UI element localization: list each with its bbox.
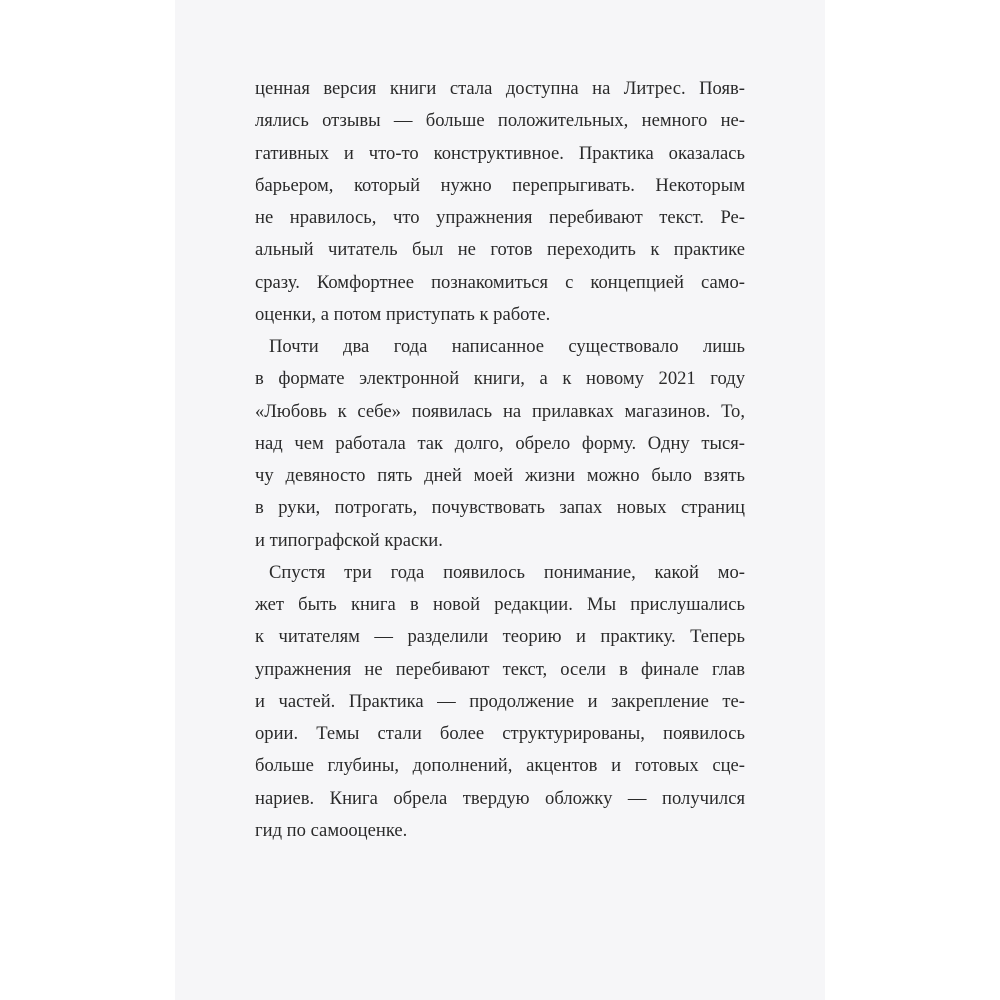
text-line: в руки, потрогать, почувствовать запах новых страниц <box>255 497 745 519</box>
book-page <box>175 0 825 1000</box>
paragraph <box>255 331 745 557</box>
text-line: оценки, а потом приступать к работе. <box>255 303 551 325</box>
text-line: Почти два года написанное существовало лишь <box>269 336 745 357</box>
text-line: гид по самооценке. <box>255 819 408 841</box>
text-line: сразу. Комфортнее познакомиться с концепцией само- <box>255 271 745 293</box>
text-line: не нравилось, что упражнения перебивают текст. Ре- <box>255 207 745 228</box>
text-line: в формате электронной книги, а к новому 2021 году <box>255 368 745 390</box>
text-line: чу девяносто пять дней моей жизни можно было взять <box>255 465 745 486</box>
text-line: ории. Темы стали более структурированы, появилось <box>255 723 745 744</box>
text-line: нариев. Книга обрела твердую обложку — получился <box>255 787 745 809</box>
text-line: «Любовь к себе» появилась на прилавках магазинов. То, <box>255 400 745 422</box>
text-line: Спустя три года появилось понимание, какой мо- <box>269 561 745 583</box>
text-line: и частей. Практика — продолжение и закрепление те- <box>255 690 745 712</box>
text-line: больше глубины, дополнений, акцентов и готовых сце- <box>255 755 745 777</box>
page-body-text <box>255 73 745 847</box>
text-line: ценная версия книги стала доступна на Литрес. Появ- <box>255 78 745 99</box>
paragraph <box>255 73 745 331</box>
text-line: гативных и что-то конструктивное. Практика оказалась <box>255 142 745 164</box>
text-line: над чем работала так долго, обрело форму. Одну тыся- <box>255 432 745 454</box>
paragraph <box>255 557 745 847</box>
text-line: барьером, который нужно перепрыгивать. Некоторым <box>255 174 745 196</box>
text-line: лялись отзывы — больше положительных, немного не- <box>255 110 745 132</box>
text-line: жет быть книга в новой редакции. Мы прислушались <box>255 594 745 615</box>
text-line: и типографской краски. <box>255 529 443 551</box>
text-line: альный читатель был не готов переходить к практике <box>255 239 745 261</box>
text-line: упражнения не перебивают текст, осели в финале глав <box>255 658 745 680</box>
text-line: к читателям — разделили теорию и практику. Теперь <box>255 626 745 648</box>
